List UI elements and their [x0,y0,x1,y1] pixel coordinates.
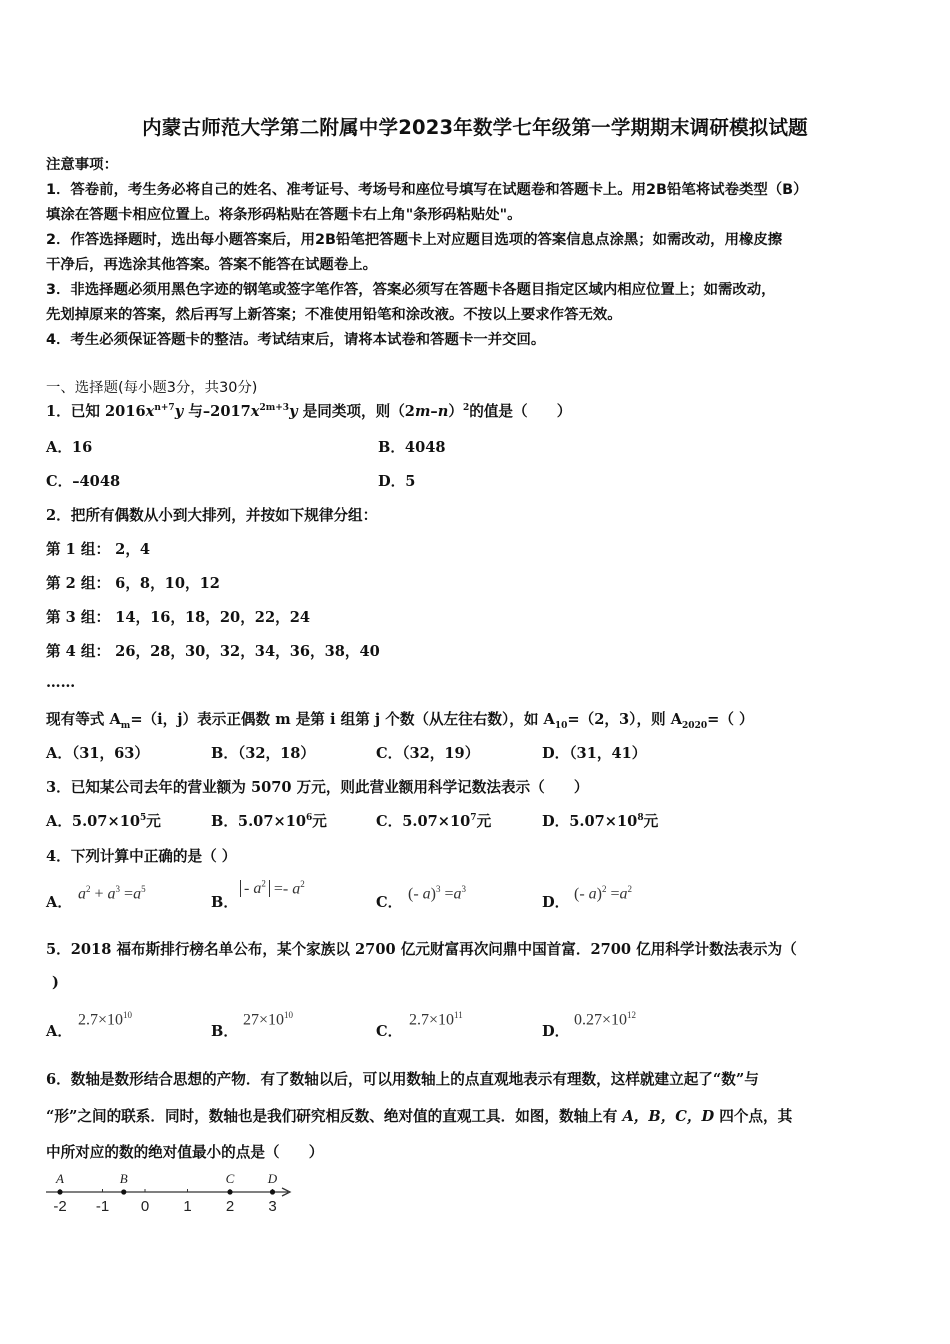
notice-line: 先划掉原来的答案，然后再写上新答案；不准使用铅笔和涂改液。不按以上要求作答无效。 [46,307,622,323]
q2-option-a: A．（31，63） [46,745,150,762]
question-3-stem: 3．已知某公司去年的营业额为 5070 万元，则此营业额用科学记数法表示（ ） [46,779,589,796]
q2-option-c: C．（32，19） [376,745,480,762]
q4-option-c-formula: (- $a)^3 =a^3$ [408,884,467,903]
number-line-point [227,1189,232,1194]
q4-option-a-formula: $a^2 + a^3 =a^5$ [78,884,146,903]
q2-group: 第 2 组： 6，8，10，12 [46,575,220,592]
section-heading: 一、选择题(每小题3分，共30分) [46,380,258,396]
q5-option-c-value: $2.7\times 10^{11}$ [409,1010,463,1029]
number-line-point [57,1189,62,1194]
q4-option-d-label: D． [542,894,570,911]
number-line-tick-label: 1 [183,1198,192,1214]
number-line-tick-label: 0 [140,1198,150,1214]
q4-option-b-label: B． [211,894,238,911]
question-6-line: 6．数轴是数形结合思想的产物．有了数轴以后，可以用数轴上的点直观地表示有理数，这样就建立起了“数”与 [46,1071,759,1088]
page-title: 内蒙古师范大学第二附属中学2023年数学七年级第一学期期末调研模拟试题 [142,116,808,139]
q2-option-b: B．（32，18） [211,745,316,762]
question-2-stem: 2．把所有偶数从小到大排列，并按如下规律分组： [46,507,378,524]
q4-option-a-label: A． [46,894,72,911]
q5-close-paren: ) [52,974,59,991]
number-line-figure [44,1170,304,1214]
number-line-point [121,1189,126,1194]
q2-group: 第 1 组： 2，4 [46,541,151,558]
number-line-point-label: D [267,1171,278,1186]
question-6-line: “形”之间的联系．同时，数轴也是我们研究相反数、绝对值的直观工具．如图，数轴上有 A，B，C，D 四个点，其 [46,1108,793,1125]
question-6-line: 中所对应的数的绝对值最小的点是（ ） [46,1144,324,1161]
q5-option-d-label: D． [542,1023,570,1040]
q1-option-b: B．4048 [378,439,446,456]
q2-ellipsis: …… [46,674,76,691]
q4-option-c-label: C． [376,894,403,911]
question-1-stem: 1．已知 $2016x^{n+7}y$ 与$-2017x^{2m+3}y$ 是同类项，则$(2m-n)^2$的值是（ ） [46,403,572,420]
number-line-point-label: A [56,1171,64,1186]
notice-line: 3．非选择题必须用黑色字迹的钢笔或签字笔作答，答案必须写在答题卡各题目指定区域内相应位置上；如需改动， [46,282,776,298]
number-line-tick-label: -1 [95,1198,110,1214]
q2-group: 第 4 组： 26，28，30，32，34，36，38，40 [46,643,380,660]
q5-option-b-label: B． [211,1023,238,1040]
notice-line: 2．作答选择题时，选出每小题答案后，用2B铅笔把答题卡上对应题目选项的答案信息点涂黑；如需改动，用橡皮擦 [46,232,783,248]
q4-option-d-formula: (- $a)^2 =a^2$ [574,884,633,903]
q5-option-d-value: $0.27\times 10^{12}$ [574,1010,637,1029]
q5-option-a-value: $2.7\times 10^{10}$ [78,1010,133,1029]
notice-line: 1．答卷前，考生务必将自己的姓名、准考证号、考场号和座位号填写在试题卷和答题卡上。用2B铅笔将试卷类型（B） [46,182,808,198]
q2-option-d: D．（31，41） [542,745,647,762]
question-4-stem: 4．下列计算中正确的是（ ） [46,848,237,865]
number-line-point-label: C [225,1171,235,1186]
notice-heading: 注意事项： [46,157,118,173]
q4-option-b-formula: - $a^2 =- a^2$ [240,879,305,898]
notice-line: 4．考生必须保证答题卡的整洁。考试结束后，请将本试卷和答题卡一并交回。 [46,332,546,348]
q1-option-a: A．16 [46,439,93,456]
q1-option-d: D．5 [378,473,416,490]
number-line-point [270,1189,275,1194]
number-line-point-label: B [119,1171,128,1186]
q2-condition: 现有等式 $A_m=(i$，j）表示正偶数 m 是第 i 组第 j 个数（从左往右数），如 $A_{10}=(2$，3），则 $A_{2020}=$（ ） [46,711,754,731]
q3-option-c: C．$5.07\times 10^7$元 [376,813,492,830]
number-line-tick-label: 2 [225,1198,235,1214]
q3-option-a: A．$5.07\times 10^5$元 [46,813,161,830]
q2-group: 第 3 组： 14，16，18，20，22，24 [46,609,310,626]
q3-option-b: B．$5.07\times 10^6$元 [211,813,327,830]
q5-option-a-label: A． [46,1023,72,1040]
q5-option-c-label: C． [376,1023,403,1040]
q3-option-d: D．$5.07\times 10^8$元 [542,813,659,830]
question-5-stem: 5．2018 福布斯排行榜名单公布，某个家族以 2700 亿元财富再次问鼎中国首富．2700 亿用科学计数法表示为（ [46,941,797,958]
q5-option-b-value: $27\times 10^{10}$ [243,1010,294,1029]
number-line-tick-label: -2 [53,1198,67,1214]
notice-line: 干净后，再选涂其他答案。答案不能答在试题卷上。 [46,257,377,273]
number-line-tick-label: 3 [268,1198,277,1214]
q1-option-c: C．–4048 [46,473,121,490]
notice-line: 填涂在答题卡相应位置上。将条形码粘贴在答题卡右上角"条形码粘贴处"。 [46,207,522,223]
